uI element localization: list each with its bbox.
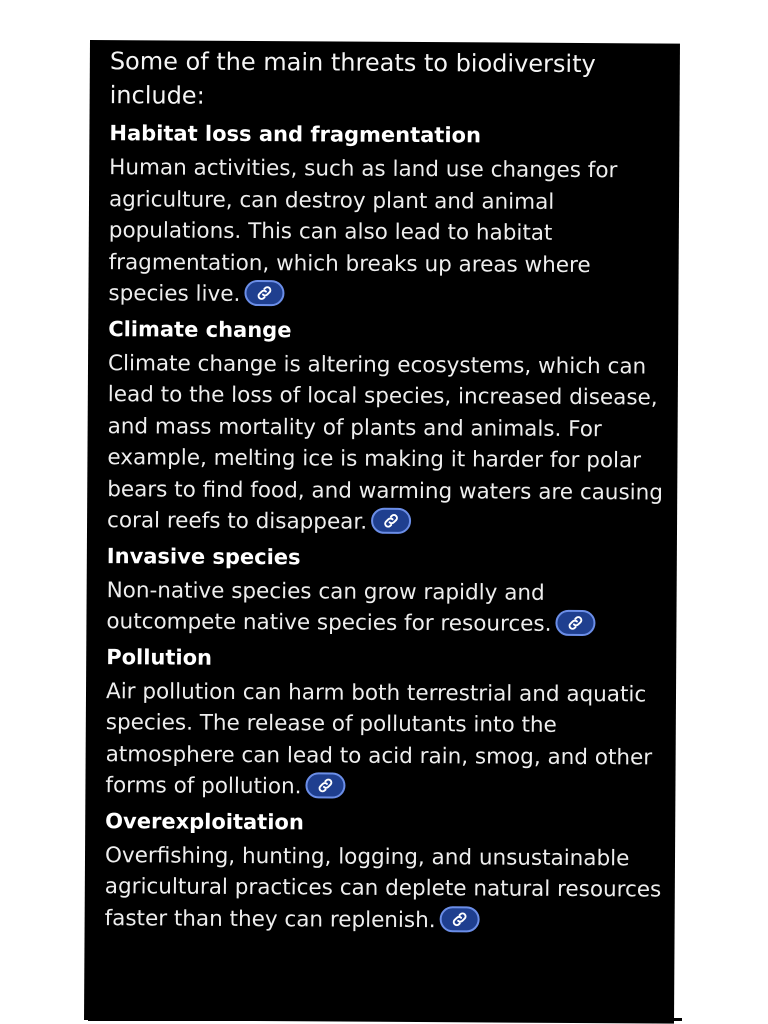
threat-section [105, 642, 666, 805]
section-title: Pollution [106, 644, 213, 670]
section-title: Overexploitation [105, 808, 304, 834]
section-title: Habitat loss and fragmentation [109, 121, 482, 148]
section-title: Invasive species [106, 543, 301, 569]
threat-section [105, 806, 666, 938]
source-link-button[interactable] [244, 280, 284, 306]
section-body-text: Air pollution can harm both terrestrial and aquatic species. The release of pollutants into the atmosphere can lead to acid rain, smog, and other forms of pollution. [105, 678, 653, 800]
threat-section [106, 541, 667, 641]
link-icon [451, 910, 469, 928]
response-panel [84, 40, 680, 1024]
section-body-text: Overfishing, hunting, logging, and unsustainable agricultural practices can deplete natural resources faster than they can replenish. [104, 842, 662, 933]
source-link-button[interactable] [371, 508, 411, 534]
section-body [105, 840, 666, 938]
section-body-text: Non-native species can grow rapidly and outcompete native species for resources. [106, 577, 552, 637]
bottom-divider [88, 1018, 682, 1021]
threat-section [108, 118, 669, 313]
intro-text: Some of the main threats to biodiversity include: [109, 47, 596, 110]
link-icon [255, 284, 273, 302]
section-body-text: Climate change is altering ecosystems, which can lead to the loss of local species, increased disease, and mass mortality of plants and animals. For example, melting ice is making it harder for polar bears to find food, and warming waters are causing coral reefs to disappear. [106, 350, 664, 535]
section-body [106, 575, 666, 641]
source-link-button[interactable] [555, 610, 595, 636]
link-icon [382, 512, 400, 530]
section-body-text: Human activities, such as land use changes for agriculture, can destroy plant and animal populations. This can also lead to habitat fragmentation, which breaks up areas where species live. [108, 155, 618, 307]
section-title: Climate change [108, 316, 292, 342]
link-icon [566, 614, 584, 632]
source-link-button[interactable] [305, 772, 345, 798]
threat-section [107, 314, 668, 540]
section-body [107, 348, 668, 540]
source-link-button[interactable] [440, 906, 480, 932]
section-body [108, 152, 669, 313]
section-body [105, 676, 666, 805]
link-icon [317, 776, 335, 794]
